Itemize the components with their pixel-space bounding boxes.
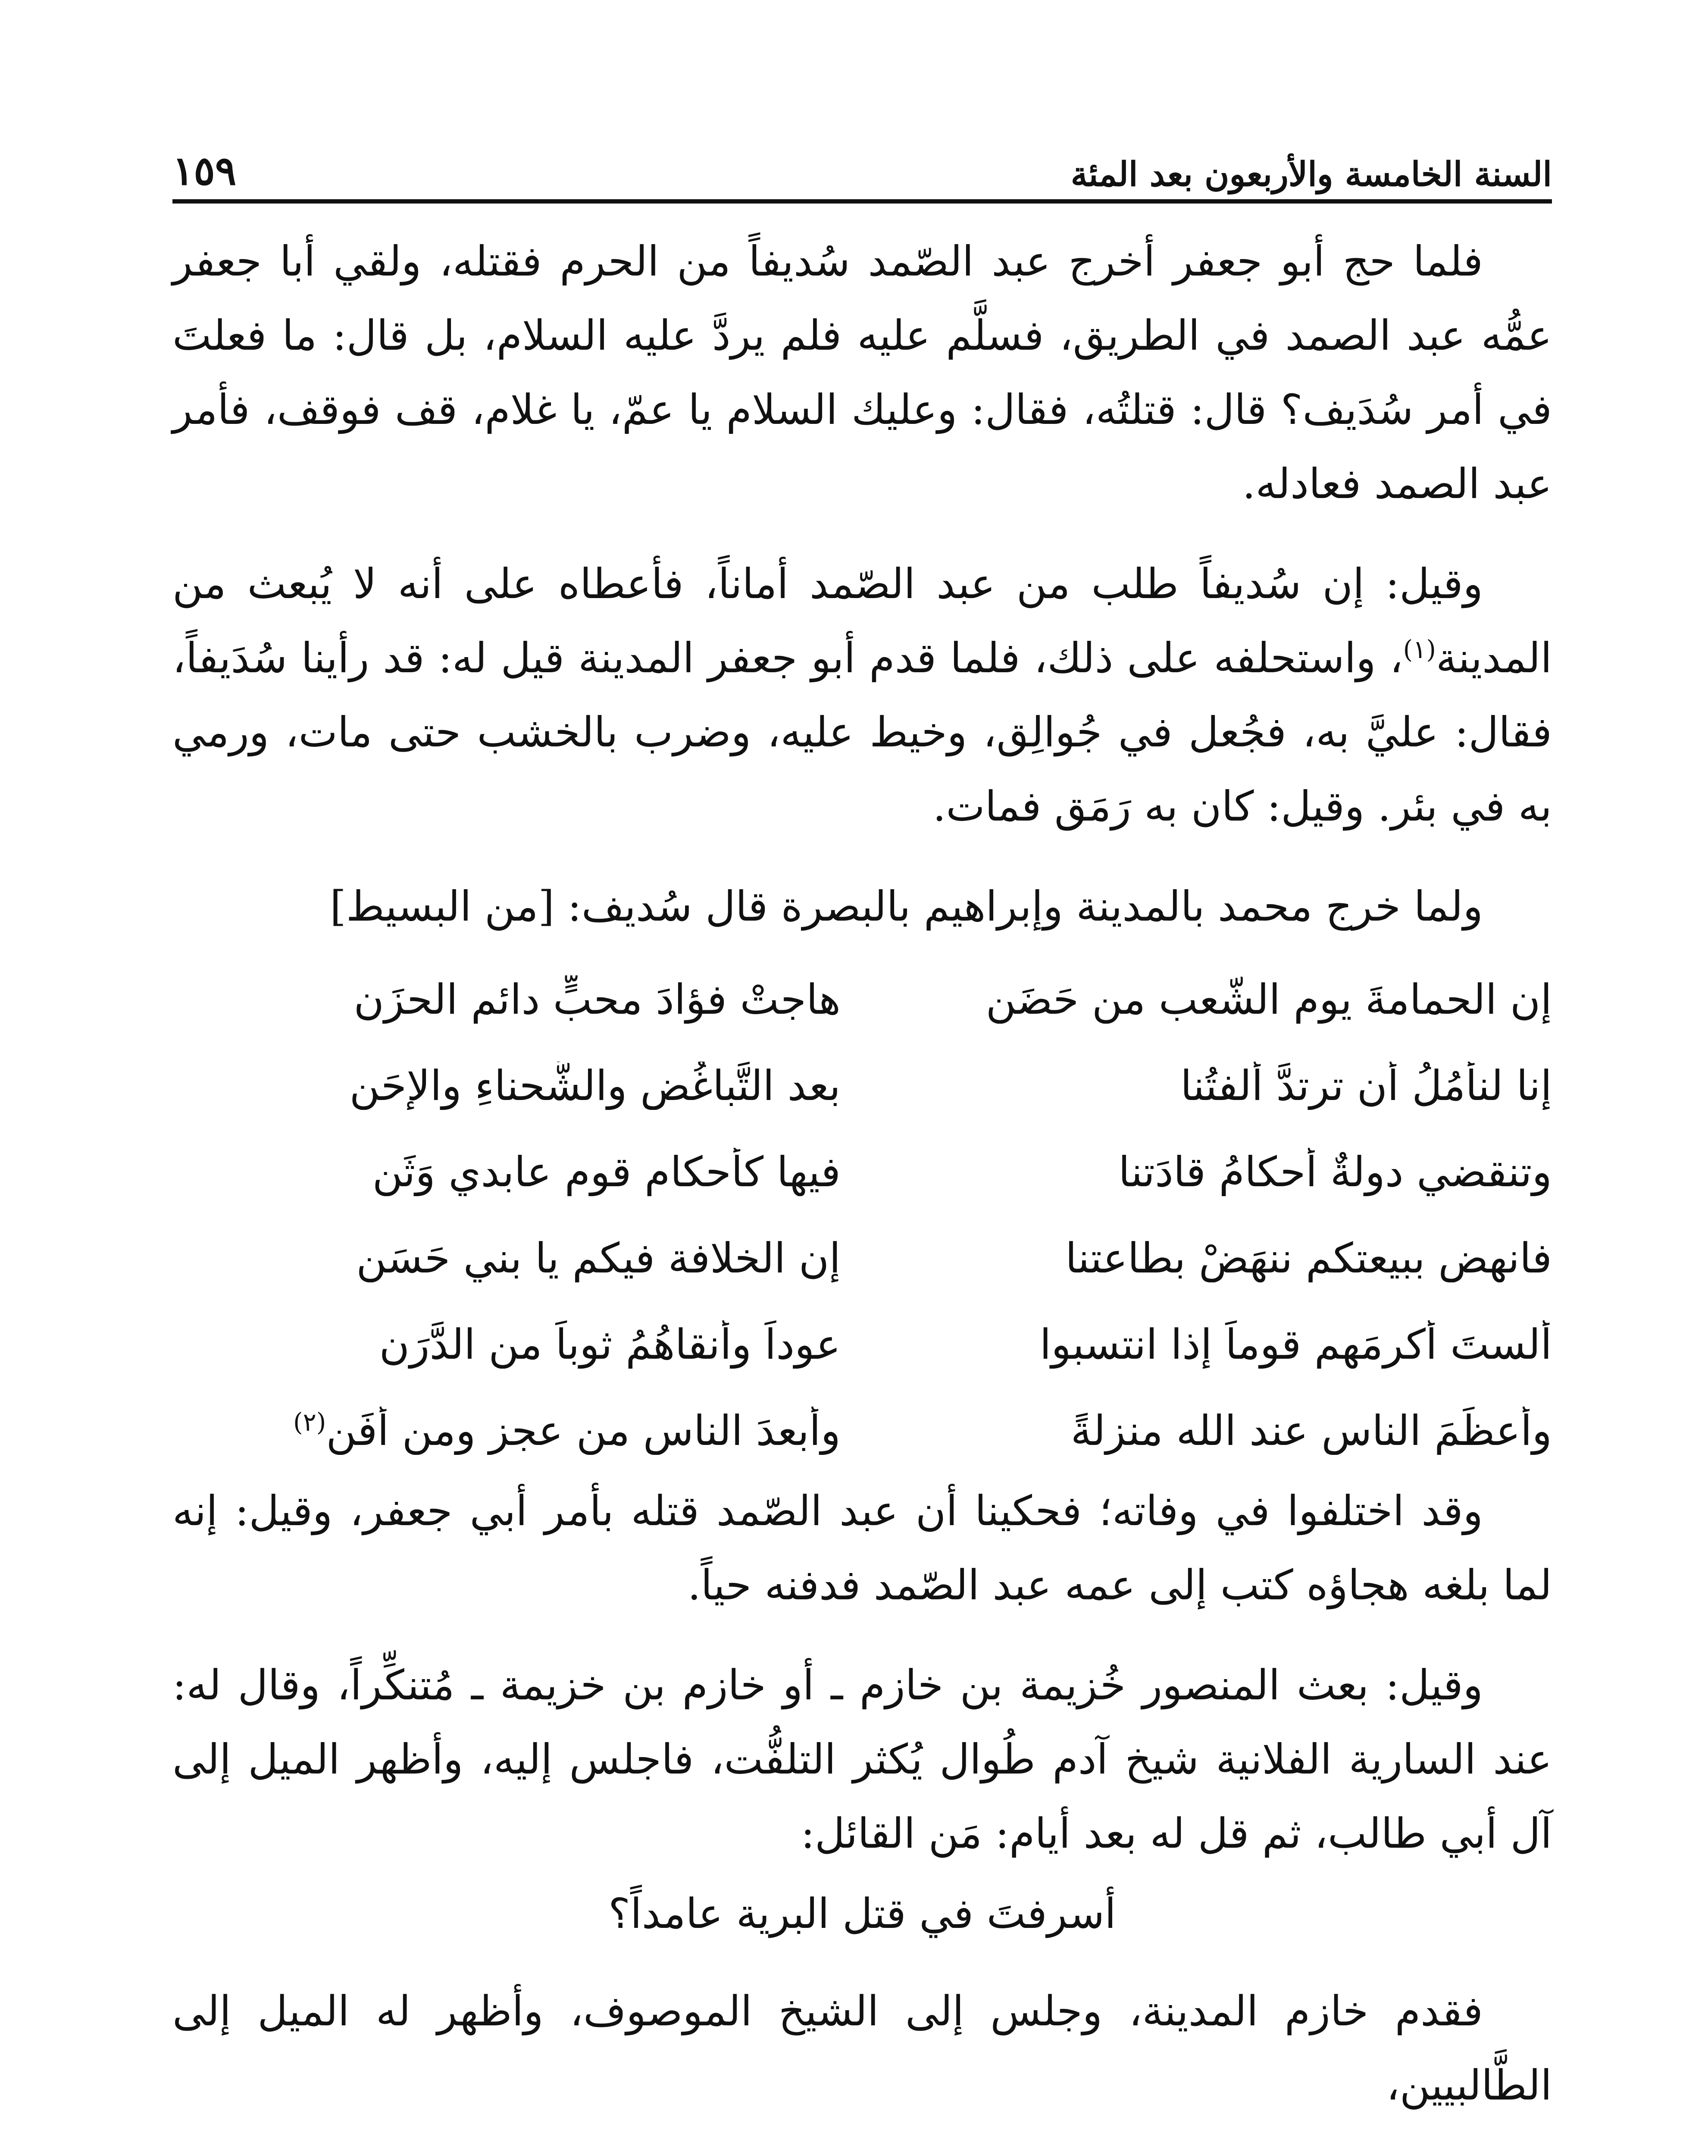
verse-line bbox=[172, 1388, 1552, 1474]
verse-line bbox=[172, 1215, 1552, 1301]
quoted-verse: أسرفتَ في قتل البرية عامداً؟ bbox=[608, 1890, 1116, 1938]
paragraph bbox=[172, 547, 1552, 843]
page-header bbox=[172, 129, 1552, 194]
verse-line bbox=[172, 1043, 1552, 1129]
hemistich-first: وتنقضي دولةٌ أحكامُ قادَتنا bbox=[1118, 1148, 1552, 1196]
hemistich-second: هاجتْ فؤادَ محبٍّ دائمِ الحزَنِ bbox=[353, 975, 841, 1024]
footnote-ref: (١) bbox=[1403, 635, 1436, 664]
page-number: ١٥٩ bbox=[172, 147, 237, 194]
paragraph-text: وقيل: إن سُديفاً طلب من عبد الصّمد أماناً، فأعطاه على أنه لا يُبعث من المدينة bbox=[172, 560, 1552, 682]
paragraph: فقدم خازم المدينة، وجلس إلى الشيخ الموصوف، وأظهر له الميل إلى الطَّالبيين، bbox=[172, 1987, 1552, 2109]
paragraph-text: ، واستحلفه على ذلك، فلما قدم أبو جعفر المدينة قيل له: قد رأينا سُدَيفاً، فقال: عليَّ به، فجُعل في جُوالِق، وخيط عليه، وضرب بالخشب حتى مات، ورمي به في بئر. وقيل: كان به رَمَق فمات. bbox=[172, 634, 1552, 830]
verse-line bbox=[172, 1301, 1552, 1388]
running-title: السنة الخامسة والأربعون بعد المئة bbox=[1070, 155, 1552, 194]
verse-line bbox=[172, 1129, 1552, 1215]
header-rule bbox=[172, 199, 1552, 204]
poem bbox=[172, 956, 1552, 1474]
hemistich-second: إن الخلافة فيكم يا بني حَسَنِ bbox=[356, 1234, 841, 1282]
paragraph: ولما خرج محمد بالمدينة وإبراهيم بالبصرة قال سُديف: [من البسيط] bbox=[330, 882, 1483, 931]
hemistich-first: إنا لنأمُلُ أن ترتدَّ أُلفتُنا bbox=[1180, 1062, 1552, 1110]
paragraph: وقد اختلفوا في وفاته؛ فحكينا أن عبد الصّمد قتله بأمر أبي جعفر، وقيل: إنه لما بلغه هجاؤه كتب إلى عمه عبد الصّمد فدفنه حياً. bbox=[172, 1487, 1552, 1609]
book-page bbox=[172, 0, 1552, 2156]
paragraph: وقيل: بعث المنصور خُزيمة بن خازم ـ أو خازم بن خزيمة ـ مُتنكِّراً، وقال له: عند السارية الفلانية شيخ آدم طُوال يُكثر التلفُّت، فاجلس إليه، وأظهر الميل إلى آل أبي طالب، ثم قل له بعد أيام: مَن القائل: bbox=[172, 1661, 1552, 1858]
hemistich-first: فانهض ببيعتكم ننهَضْ بطاعتنا bbox=[1065, 1234, 1552, 1282]
hemistich-second: عوداً وأنقاهُمُ ثوباً من الدَّرَنِ bbox=[379, 1320, 841, 1369]
hemistich-first: ألستَ أكرمَهم قوماً إذا انتسبوا bbox=[1039, 1320, 1552, 1369]
hemistich-second: بعد التَّباغُضِ والشَّحناءِ والإحَنِ bbox=[349, 1062, 841, 1110]
hemistich-first: إن الحمامةَ يوم الشّعب من حَضَنٍ bbox=[985, 975, 1552, 1024]
hemistich-second bbox=[172, 1407, 841, 1455]
hemistich-first: وأعظَمَ الناس عند الله منزلةً bbox=[1070, 1407, 1552, 1455]
footnote-ref: (٢) bbox=[293, 1407, 326, 1437]
main-text bbox=[172, 224, 1552, 2122]
paragraph: فلما حج أبو جعفر أخرج عبد الصّمد سُديفاً من الحرم فقتله، ولقي أبا جعفر عمُّه عبد الصمد في الطريق، فسلَّم عليه فلم يردَّ عليه السلام، بل قال: ما فعلتَ في أمر سُدَيف؟ قال: قتلتُه، فقال: وعليك السلام يا عمّ، يا غلام، قف فوقف، فأمر عبد الصمد فعادله. bbox=[172, 237, 1552, 508]
hemistich-text: وأبعدَ الناس من عجزٍ ومن أفَنِ bbox=[326, 1407, 841, 1455]
verse-line bbox=[172, 956, 1552, 1043]
hemistich-second: فيها كأحكام قومٍ عابدي وَثَنِ bbox=[372, 1148, 841, 1196]
